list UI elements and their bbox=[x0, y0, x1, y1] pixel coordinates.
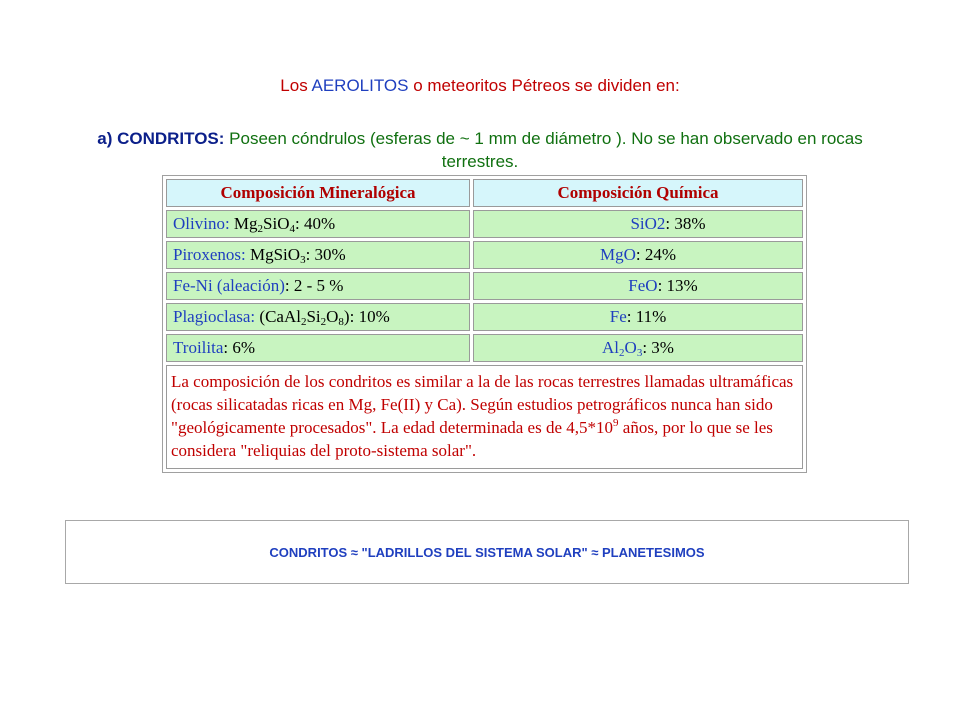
chemical-value: : 3% bbox=[642, 338, 674, 357]
mineral-value: : 2 - 5 % bbox=[284, 276, 344, 295]
planetesimal-banner bbox=[65, 520, 909, 584]
chemical-value: : 11% bbox=[626, 307, 667, 326]
chemical-cell bbox=[473, 303, 803, 331]
mineral-formula: MgSiO$_3$ bbox=[245, 245, 306, 266]
table-row bbox=[166, 303, 803, 331]
chemical-cell bbox=[473, 272, 803, 300]
mineral-name: Olivino: bbox=[173, 214, 230, 233]
header-chemical: Composición Química bbox=[473, 179, 803, 207]
chemical-cell bbox=[473, 241, 803, 269]
header-mineral: Composición Mineralógica bbox=[166, 179, 470, 207]
chemical-formula: SiO2 bbox=[630, 214, 666, 233]
chemical-value: : 13% bbox=[657, 276, 698, 295]
banner-text: CONDRITOS ≈ "LADRILLOS DEL SISTEMA SOLAR" ≈ PLANETESIMOS bbox=[269, 544, 705, 560]
mineral-cell bbox=[166, 241, 470, 269]
condritos-intro bbox=[80, 127, 880, 173]
heading-aerolitos: AEROLITOS bbox=[311, 76, 409, 95]
mineral-formula: $(CaAl_2Si_2O_8)$ bbox=[255, 307, 350, 328]
heading-part1: Los bbox=[280, 76, 312, 95]
condritos-description: Poseen cóndrulos (esferas de ~ 1 mm de diámetro ). No se han observado en rocas terrestres. bbox=[224, 129, 863, 171]
table-note-row bbox=[166, 365, 803, 469]
table-header-row bbox=[166, 179, 803, 207]
mineral-formula: $Mg_2SiO_4$ bbox=[229, 214, 296, 235]
mineral-name: Piroxenos: bbox=[173, 245, 246, 264]
mineral-cell bbox=[166, 303, 470, 331]
mineral-value: : 10% bbox=[349, 307, 390, 326]
chemical-formula: $Al_2O_3$ bbox=[602, 338, 643, 359]
mineral-cell bbox=[166, 210, 470, 238]
table-row bbox=[166, 210, 803, 238]
table-row bbox=[166, 334, 803, 362]
heading-part3: o meteoritos Pétreos se dividen en: bbox=[408, 76, 680, 95]
chemical-value: : 38% bbox=[665, 214, 706, 233]
chemical-cell bbox=[473, 334, 803, 362]
mineral-name: Plagioclasa: bbox=[173, 307, 256, 326]
chemical-cell bbox=[473, 210, 803, 238]
mineral-value: : 6% bbox=[223, 338, 256, 357]
chemical-value: : 24% bbox=[635, 245, 677, 264]
mineral-value: : 40% bbox=[295, 214, 336, 233]
chemical-formula: FeO bbox=[628, 276, 658, 295]
page-heading bbox=[0, 76, 960, 96]
table-row bbox=[166, 272, 803, 300]
composition-table bbox=[162, 175, 807, 473]
chemical-formula: MgO bbox=[599, 245, 636, 264]
mineral-value: : 30% bbox=[305, 245, 346, 264]
composition-note: La composición de los condritos es similar a la de las rocas terrestres llamadas ultramáficas (rocas silicatadas ricas en Mg, Fe(II) y Ca). Según estudios petrográficos nunca han sido "geológicamente procesados". La edad determinada es de $4,5*10^9$ años, por lo que se les considera "reliquias del proto-sistema solar". bbox=[166, 365, 803, 469]
table-row bbox=[166, 241, 803, 269]
condritos-label: a) CONDRITOS: bbox=[97, 129, 225, 148]
mineral-name: Troilita bbox=[173, 338, 224, 357]
mineral-name: Fe-Ni (aleación) bbox=[173, 276, 285, 295]
mineral-cell bbox=[166, 272, 470, 300]
chemical-formula: Fe bbox=[609, 307, 627, 326]
mineral-cell bbox=[166, 334, 470, 362]
